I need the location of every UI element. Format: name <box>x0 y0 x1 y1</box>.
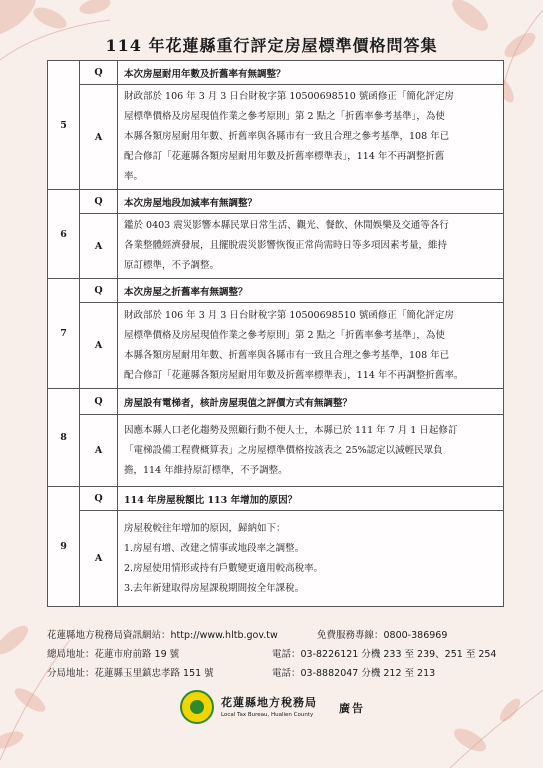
answer-line: 擔，114 年維持原訂標準，不予調整。 <box>124 464 288 476</box>
bureau-name: 花蓮縣地方稅務局 <box>221 696 317 709</box>
faq-6-answer <box>118 214 504 279</box>
page-title: 114 年花蓮縣重行評定房屋標準價格問答集 <box>105 36 438 55</box>
faq-5-answer-row <box>48 85 504 190</box>
answer-line: 本縣各類房屋耐用年數、折舊率與各縣市有一致且合理之參考基準，108 年已 <box>124 349 450 361</box>
faq-8-answer-row <box>48 415 504 487</box>
faq-7-question-row <box>48 279 504 303</box>
faq-7-question: 本次房屋之折舊率有無調整？ <box>118 279 504 303</box>
answer-line: 財政部於 106 年 3 月 3 日台財稅字第 10500698510 號函修正「簡化評定房 <box>124 91 454 102</box>
answer-line: 因應本縣人口老化趨勢及照顧行動不便人士，本縣已於 111 年 7 月 1 日起修訂 <box>124 424 458 436</box>
faq-9-question-row <box>48 487 504 511</box>
answer-line: 鑑於 0403 震災影響本縣民眾日常生活、觀光、餐飲、休閒娛樂及交通等各行 <box>124 220 449 231</box>
answer-line: 配合修訂「花蓮縣各類房屋耐用年數及折舊率標準表」，114 年不再調整折舊 <box>124 151 445 162</box>
faq-6-number: 6 <box>48 190 80 279</box>
answer-line: 各業整體經濟發展，且擺脫震災影響恢復正常尚需時日等多項因素考量，維持 <box>124 240 448 251</box>
faq-5-q-label: Q <box>80 61 118 85</box>
answer-line: 3.去年新建取得房屋課稅期間按全年課稅。 <box>124 582 305 594</box>
faq-table <box>47 60 504 607</box>
answer-line: 1.房屋有增、改建之情事或地段率之調整。 <box>124 542 305 554</box>
answer-line: 屋標準價格及房屋現值作業之參考原則」第 2 點之「折舊率參考基準」，為使 <box>124 329 445 341</box>
faq-5-question: 本次房屋耐用年數及折舊率有無調整？ <box>118 61 504 85</box>
faq-9-q-label: Q <box>80 487 118 511</box>
branch-address: 分局地址：花蓮縣玉里鎮忠孝路 151 號 <box>47 668 214 679</box>
answer-line: 配合修訂「花蓮縣各類房屋耐用年數及折舊率標準表」，114 年不再調整折舊率。 <box>124 369 464 381</box>
bureau-seal-logo-icon <box>180 690 214 724</box>
faq-5-a-label: A <box>80 85 118 190</box>
faq-8-question-row <box>48 389 504 415</box>
advertisement-label: 廣告 <box>339 702 365 715</box>
answer-line: 「電梯設備工程費概算表」之房屋標準價格按該表之 25%認定以減輕民眾負 <box>124 444 443 456</box>
faq-6-question: 本次房屋地段加減率有無調整？ <box>118 190 504 214</box>
faq-8-number: 8 <box>48 389 80 487</box>
bureau-name-english: Local Tax Bureau, Hualien County <box>221 712 314 718</box>
hq-address: 總局地址：花蓮市府前路 19 號 <box>47 649 180 660</box>
faq-6-a-label: A <box>80 214 118 279</box>
faq-5-answer <box>118 85 504 190</box>
answer-line: 率。 <box>124 171 144 182</box>
answer-line: 本縣各類房屋耐用年數、折舊率與各縣市有一致且合理之參考基準，108 年已 <box>124 131 450 142</box>
faq-8-question: 房屋設有電梯者，核計房屋現值之評價方式有無調整？ <box>118 389 504 415</box>
answer-line: 屋標準價格及房屋現值作業之參考原則」第 2 點之「折舊率參考基準」，為使 <box>124 111 445 122</box>
faq-9-answer <box>118 511 504 607</box>
faq-7-answer-row <box>48 303 504 389</box>
faq-7-q-label: Q <box>80 279 118 303</box>
faq-8-answer <box>118 415 504 487</box>
hotline-text: 免費服務專線：0800-386969 <box>317 630 448 641</box>
answer-line: 2.房屋使用情形或持有戶數變更適用較高稅率。 <box>124 562 324 574</box>
faq-6-q-label: Q <box>80 190 118 214</box>
faq-9-question: 114 年房屋稅額比 113 年增加的原因？ <box>118 487 504 511</box>
faq-9-a-label: A <box>80 511 118 607</box>
hq-phone: 電話：03-8226121 分機 233 至 239、251 至 254 <box>272 649 497 660</box>
faq-5-number: 5 <box>48 61 80 190</box>
faq-8-q-label: Q <box>80 389 118 415</box>
answer-line: 房屋稅較往年增加的原因，歸納如下： <box>124 522 286 534</box>
faq-5-question-row <box>48 61 504 85</box>
faq-9-answer-row <box>48 511 504 607</box>
website-link[interactable]: 花蓮縣地方稅務局資訊網站：http://www.hltb.gov.tw <box>47 630 278 641</box>
faq-8-a-label: A <box>80 415 118 487</box>
faq-7-number: 7 <box>48 279 80 389</box>
faq-7-a-label: A <box>80 303 118 389</box>
branch-phone: 電話：03-8882047 分機 212 至 213 <box>272 668 436 679</box>
faq-9-number: 9 <box>48 487 80 607</box>
faq-7-answer <box>118 303 504 389</box>
faq-6-answer-row <box>48 214 504 279</box>
answer-line: 原訂標準，不予調整。 <box>124 260 220 271</box>
faq-6-question-row <box>48 190 504 214</box>
answer-line: 財政部於 106 年 3 月 3 日台財稅字第 10500698510 號函修正「簡化評定房 <box>124 309 454 321</box>
